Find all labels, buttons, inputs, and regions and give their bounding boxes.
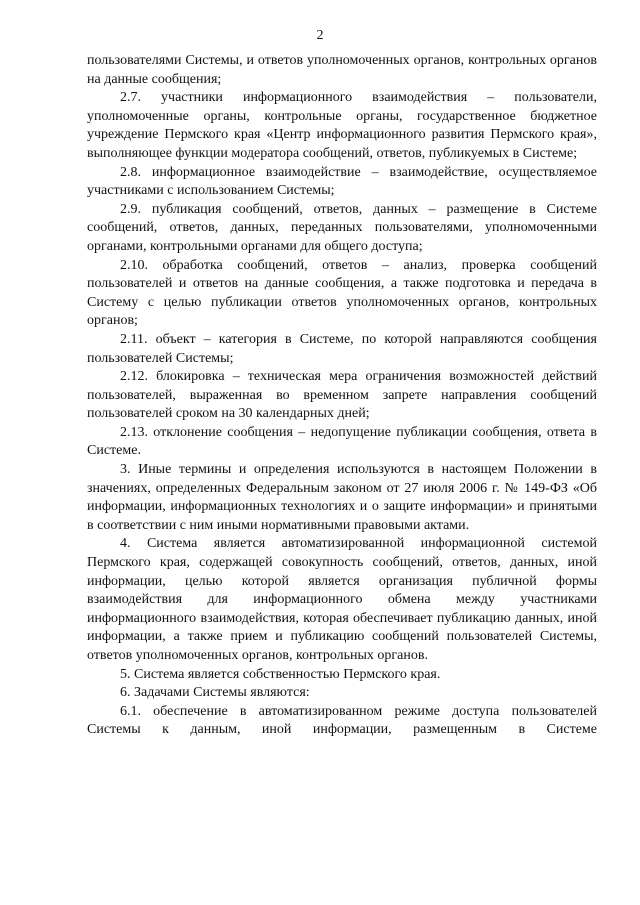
paragraph-2-11: 2.11. объект – категория в Системе, по которой направляются сообщения пользователей Системы; [87, 331, 597, 366]
paragraph-continuation: пользователями Системы, и ответов уполномоченных органов, контрольных органов на данные сообщения; [87, 53, 597, 87]
page-number: 2 [316, 28, 324, 43]
paragraph-2-12: 2.12. блокировка – техническая мера ограничения возможностей действий пользователей, выраженная во временном запрете направления сообщений пользователей сроком на 30 календарных дней; [87, 369, 597, 422]
paragraph-5: 5. Система является собственностью Пермского края. [120, 666, 441, 682]
paragraph-2-7: 2.7. участники информационного взаимодействия – пользователи, уполномоченные органы, контрольные органы, государственное бюджетное учреждение Пермского края «Центр информационного развития Пермского края», выполняющее функции модератора сообщений, ответов, публикуемых в Системе; [87, 90, 597, 161]
paragraph-6-1: 6.1. обеспечение в автоматизированном режиме доступа пользователей Системы к данным, иной информации, размещенным в Системе [87, 703, 597, 738]
paragraph-2-8: 2.8. информационное взаимодействие – взаимодействие, осуществляемое участниками с использованием Системы; [87, 164, 597, 199]
document-body [87, 52, 597, 740]
paragraph-3: 3. Иные термины и определения используются в настоящем Положении в значениях, определенных Федеральным законом от 27 июля 2006 г. № 149-ФЗ «Об информации, информационных технологиях и о защите информации» и принятыми в соответствии с ним иными нормативными правовыми актами. [87, 462, 597, 533]
paragraph-4: 4. Система является автоматизированной информационной системой Пермского края, содержащей совокупность сообщений, ответов, данных, иной информации, целью которой является организация публичной формы взаимодействия для информационного обмена между участниками информационного взаимодействия, которая обеспечивает публикацию данных, иной информации, а также прием и публикацию сообщений пользователей Системы, ответов уполномоченных органов, контрольных органов. [87, 536, 597, 663]
paragraph-2-9: 2.9. публикация сообщений, ответов, данных – размещение в Системе сообщений, ответов, данных, переданных пользователями, уполномоченными органами, контрольными органами для общего доступа; [87, 201, 597, 254]
paragraph-2-13: 2.13. отклонение сообщения – недопущение публикации сообщения, ответа в Системе. [87, 424, 597, 459]
paragraph-6: 6. Задачами Системы являются: [120, 685, 310, 701]
paragraph-2-10: 2.10. обработка сообщений, ответов – анализ, проверка сообщений пользователей и ответов на данные сообщения, а также подготовка и передача в Систему с целью публикации ответов уполномоченных органов, контрольных органов; [87, 257, 597, 329]
